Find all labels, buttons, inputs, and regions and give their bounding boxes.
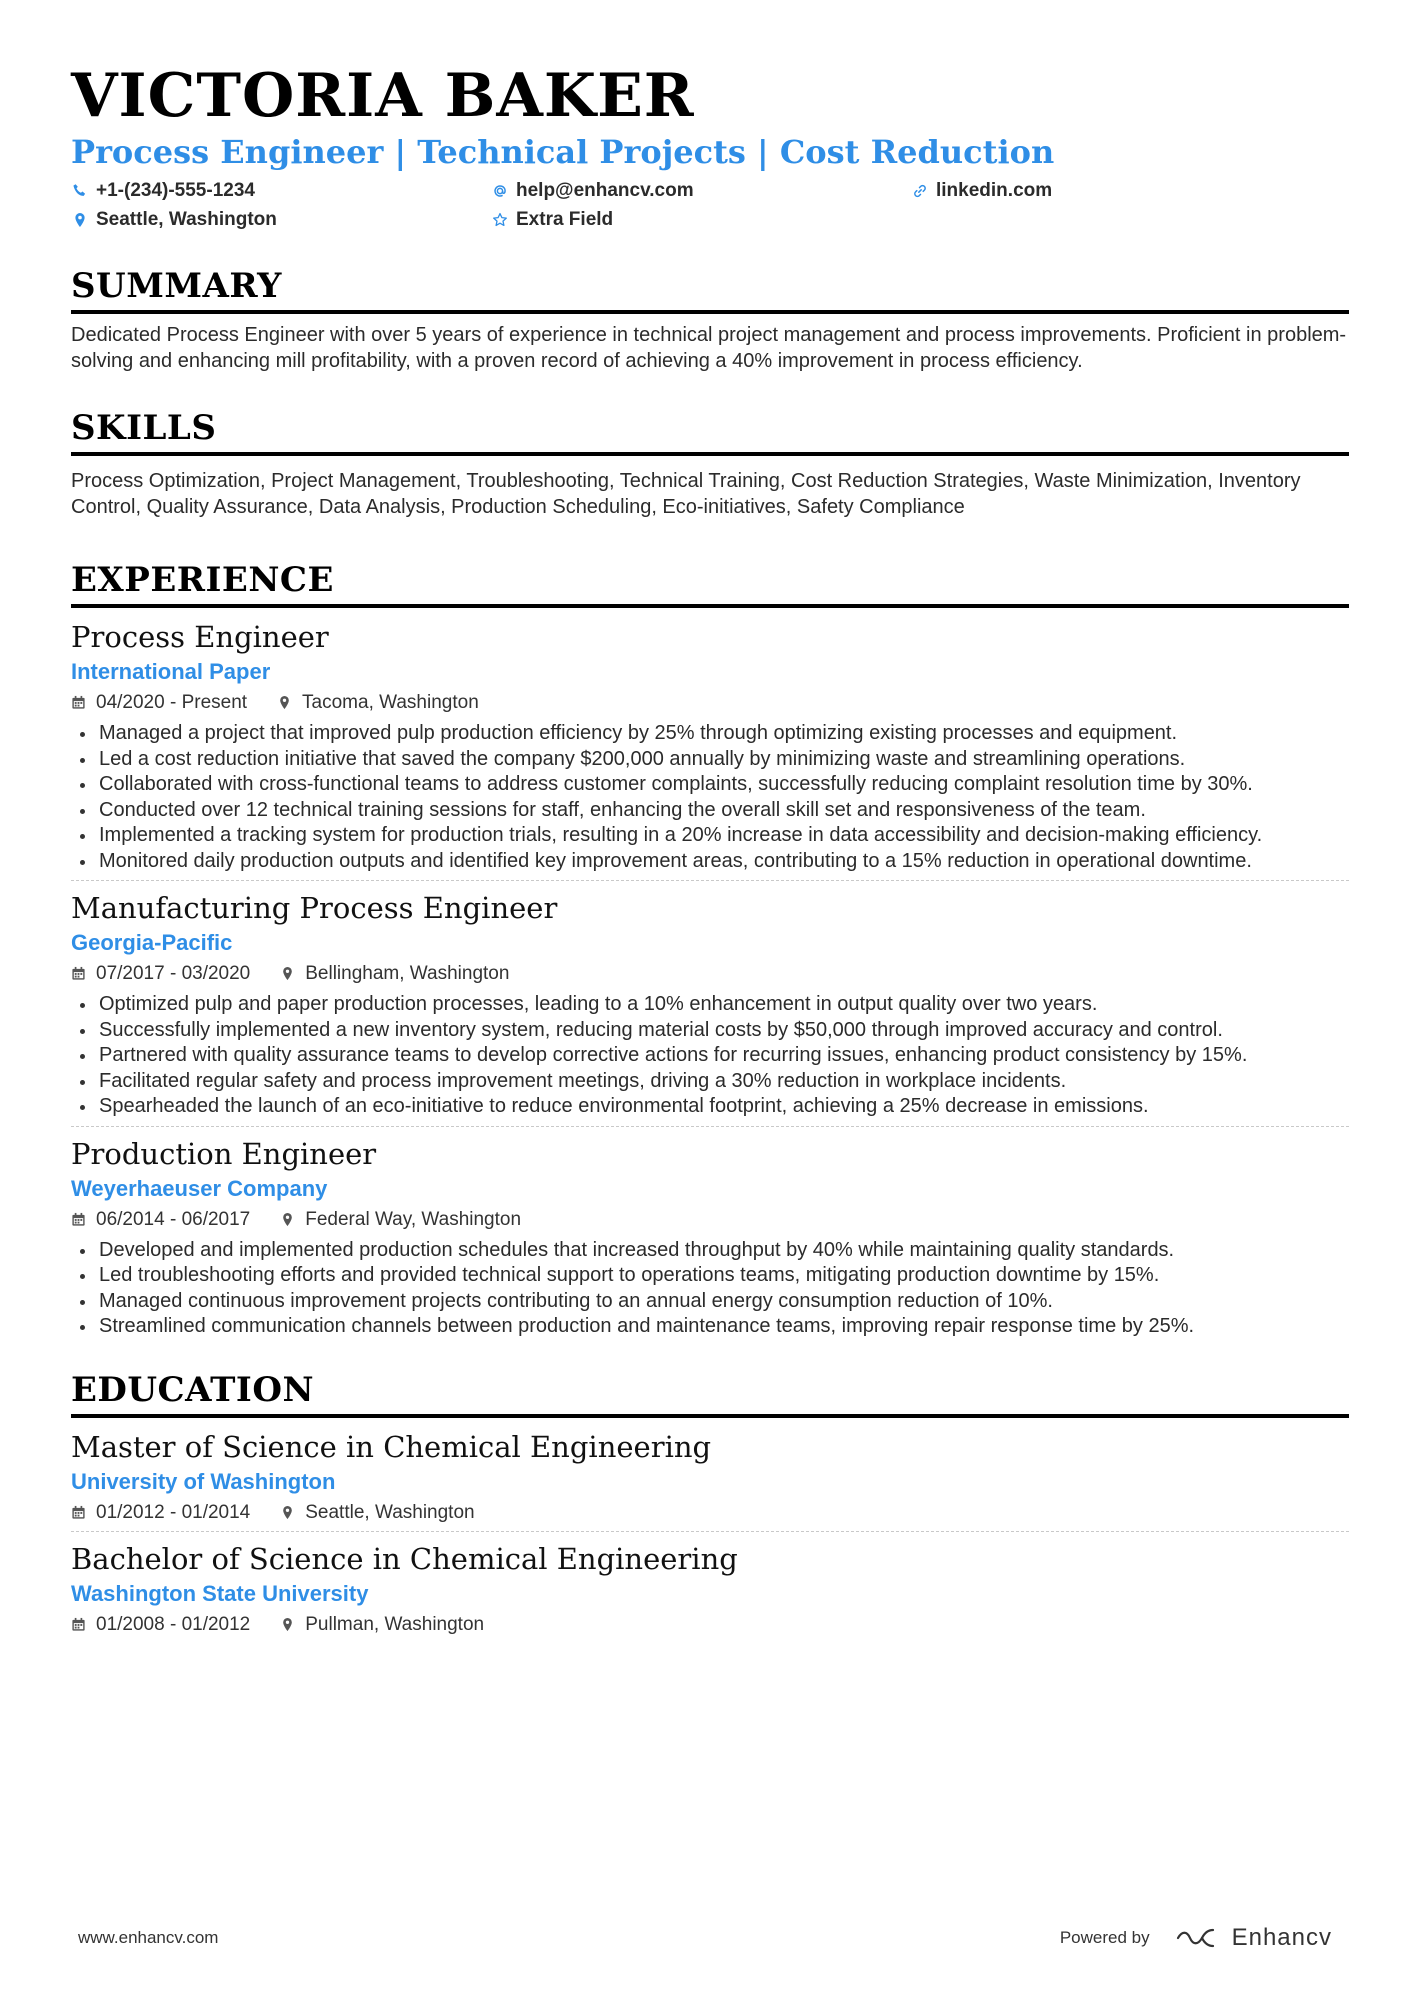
list-item: Facilitated regular safety and process improvement meetings, driving a 30% reduction in workplace incidents. (71, 1069, 1349, 1095)
candidate-name: VICTORIA BAKER (71, 61, 695, 131)
section-divider (71, 310, 1349, 314)
enhancv-brand-text: Enhancv (1231, 1924, 1332, 1951)
entry-location: Tacoma, Washington (302, 692, 479, 713)
list-item: Spearheaded the launch of an eco-initiative to reduce environmental footprint, achieving a 25% decrease in emissions. (71, 1094, 1349, 1120)
entry-meta (71, 1501, 1349, 1525)
company-name[interactable]: Georgia-Pacific (71, 930, 233, 955)
education-entry (71, 1418, 1349, 1525)
candidate-tagline: Process Engineer | Technical Projects | Cost Reduction (71, 133, 1055, 171)
entry-location: Bellingham, Washington (305, 963, 510, 984)
enhancv-logo[interactable] (1176, 1924, 1332, 1952)
experience-entry (71, 608, 1349, 874)
at-icon (491, 182, 509, 200)
list-item: Led a cost reduction initiative that saved the company $200,000 annually by minimizing waste and streamlining operations. (71, 747, 1349, 773)
degree-title: Master of Science in Chemical Engineering (71, 1429, 712, 1464)
section-title: EDUCATION (71, 1369, 315, 1410)
section-title: EXPERIENCE (71, 560, 334, 600)
list-item: Led troubleshooting efforts and provided technical support to operations teams, mitigating production downtime by 15%. (71, 1263, 1349, 1289)
school-name[interactable]: Washington State University (71, 1580, 369, 1606)
contact-phone[interactable] (71, 178, 491, 203)
enhancv-logo-icon (1176, 1926, 1222, 1950)
entry-meta (71, 1208, 1349, 1232)
contact-extra-field (491, 207, 911, 232)
entry-dates: 01/2012 - 01/2014 (96, 1501, 251, 1523)
experience-section (71, 560, 1349, 1340)
list-item: Monitored daily production outputs and identified key improvement areas, contributing to a 15% reduction in operational downtime. (71, 849, 1349, 875)
company-name[interactable]: Weyerhaeuser Company (71, 1175, 328, 1201)
contact-list (71, 178, 1349, 232)
location-icon (280, 1505, 296, 1521)
phone-icon (71, 182, 89, 200)
page-footer (78, 1924, 1332, 1952)
contact-text: Extra Field (516, 208, 614, 230)
summary-text: Dedicated Process Engineer with over 5 years of experience in technical project management and process improvements. Proficient in problem-solving and enhancing mill profitability, with a proven record of achieving a 40% improvement in process efficiency. (71, 324, 1347, 372)
calendar-icon (71, 966, 87, 982)
summary-section (71, 266, 1349, 374)
entry-dates: 01/2008 - 01/2012 (96, 1613, 251, 1635)
entry-meta (71, 691, 1349, 715)
entry-location: Seattle, Washington (305, 1501, 475, 1523)
list-item: Managed a project that improved pulp production efficiency by 25% through optimizing existing processes and equipment. (71, 721, 1349, 747)
section-title: SUMMARY (71, 266, 282, 306)
entry-dates: 07/2017 - 03/2020 (96, 963, 251, 984)
contact-location (71, 207, 491, 232)
entry-meta (71, 1613, 1349, 1637)
entry-dates: 04/2020 - Present (96, 692, 248, 713)
job-title: Manufacturing Process Engineer (71, 891, 558, 925)
list-item: Streamlined communication channels between production and maintenance teams, improving repair response time by 25%. (71, 1314, 1349, 1340)
job-title: Process Engineer (71, 620, 329, 654)
contact-text: linkedin.com (936, 179, 1053, 201)
entry-location: Federal Way, Washington (305, 1208, 522, 1230)
section-title: SKILLS (71, 408, 217, 448)
achievement-list (71, 1238, 1349, 1340)
entry-dates: 06/2014 - 06/2017 (96, 1208, 251, 1230)
entry-meta (71, 962, 1349, 986)
achievement-list (71, 721, 1349, 874)
footer-website-link[interactable]: www.enhancv.com (78, 1928, 219, 1947)
powered-by (1060, 1924, 1332, 1952)
location-icon (277, 695, 293, 711)
list-item: Conducted over 12 technical training sessions for staff, enhancing the overall skill set and responsiveness of the team. (71, 798, 1349, 824)
experience-entry (71, 880, 1349, 1120)
skills-section (71, 408, 1349, 520)
list-item: Successfully implemented a new inventory system, reducing material costs by $50,000 through improved accuracy and control. (71, 1018, 1349, 1044)
section-divider (71, 452, 1349, 456)
contact-text: help@enhancv.com (516, 179, 694, 201)
education-entry (71, 1531, 1349, 1637)
list-item: Collaborated with cross-functional teams to address customer complaints, successfully reducing complaint resolution time by 30%. (71, 772, 1349, 798)
star-icon (491, 211, 509, 229)
link-icon (911, 182, 929, 200)
entry-location: Pullman, Washington (305, 1613, 485, 1635)
list-item: Partnered with quality assurance teams to develop corrective actions for recurring issues, enhancing product consistency by 15%. (71, 1043, 1349, 1069)
list-item: Optimized pulp and paper production processes, leading to a 10% enhancement in output quality over two years. (71, 992, 1349, 1018)
location-icon (280, 1212, 296, 1228)
contact-email[interactable] (491, 178, 911, 203)
school-name[interactable]: University of Washington (71, 1468, 336, 1494)
calendar-icon (71, 695, 87, 711)
powered-by-label: Powered by (1059, 1928, 1150, 1947)
skills-text: Process Optimization, Project Management, Troubleshooting, Technical Training, Cost Reduction Strategies, Waste Minimization, Inventory Control, Quality Assurance, Data Analysis, Production Scheduling, Eco-initiatives, Safety Compliance (71, 470, 1301, 518)
list-item: Implemented a tracking system for production trials, resulting in a 20% increase in data accessibility and decision-making efficiency. (71, 823, 1349, 849)
calendar-icon (71, 1505, 87, 1521)
contact-linkedin[interactable] (911, 178, 1311, 203)
company-name[interactable]: International Paper (71, 659, 271, 684)
degree-title: Bachelor of Science in Chemical Engineering (71, 1541, 738, 1576)
list-item: Developed and implemented production schedules that increased throughput by 40% while maintaining quality standards. (71, 1238, 1349, 1264)
achievement-list (71, 992, 1349, 1120)
experience-entry (71, 1126, 1349, 1340)
contact-text: +1-(234)-555-1234 (96, 179, 255, 201)
location-icon (280, 1617, 296, 1633)
location-icon (280, 966, 296, 982)
list-item: Managed continuous improvement projects contributing to an annual energy consumption reduction of 10%. (71, 1289, 1349, 1315)
location-icon (71, 211, 89, 229)
job-title: Production Engineer (71, 1136, 377, 1171)
contact-text: Seattle, Washington (96, 208, 277, 230)
calendar-icon (71, 1617, 87, 1633)
education-section (71, 1370, 1349, 1637)
calendar-icon (71, 1212, 87, 1228)
